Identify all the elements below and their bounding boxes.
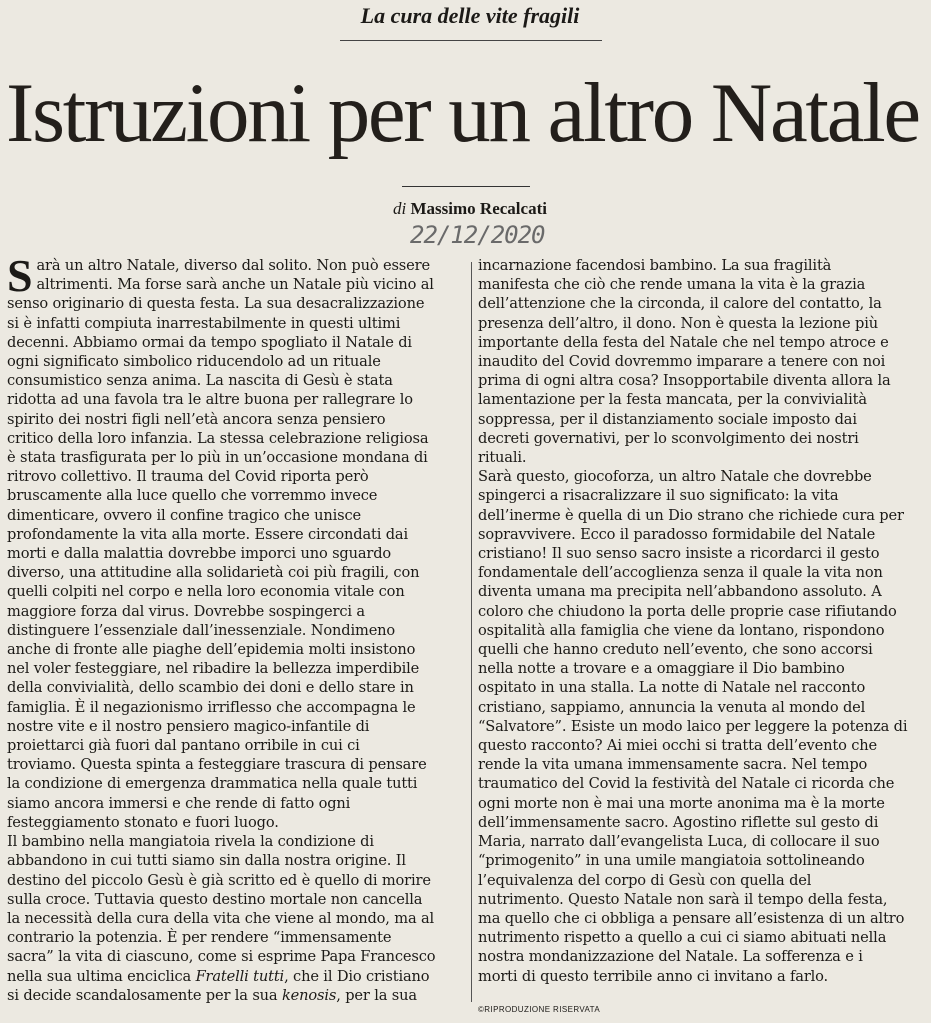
column-divider xyxy=(471,262,472,1002)
text-line xyxy=(7,967,465,986)
text-line: la necessità della cura della vita che viene al mondo, ma al xyxy=(7,909,435,927)
text-line: la condizione di emergenza drammatica nella quale tutti xyxy=(7,775,418,793)
text-line: è stata trasfigurata per lo più in un’occasione mondana di xyxy=(7,449,428,467)
text-segment: nella sua ultima enciclica xyxy=(7,967,196,985)
text-line: nostra mondanizzazione del Natale. La sofferenza e i xyxy=(478,948,863,966)
text-line: arà un altro Natale, diverso dal solito. Non può essere xyxy=(36,257,430,274)
text-line: sulla croce. Tuttavia questo destino mortale non cancella xyxy=(7,890,423,908)
text-line: distinguere l’essenziale dall’inessenziale. Nondimeno xyxy=(7,621,396,639)
text-line: soppressa, per il distanziamento sociale imposto dai xyxy=(478,410,857,428)
text-line: consumistico senza anima. La nascita di Gesù è stata xyxy=(7,372,393,390)
byline xyxy=(340,198,600,220)
article-column-left xyxy=(7,250,465,1005)
text-line: bruscamente alla luce quello che vorremmo invece xyxy=(7,487,378,505)
text-line: cristiano! Il suo senso sacro insiste a ricordarci il gesto xyxy=(478,545,880,563)
text-line: troviamo. Questa spinta a festeggiare trascura di pensare xyxy=(7,756,427,774)
text-line: dimenticare, ovvero il confine tragico che unisce xyxy=(7,506,361,524)
text-line: proiettarci già fuori dal pantano orribile in cui ci xyxy=(7,737,360,755)
text-segment: , che il Dio cristiano xyxy=(284,967,430,985)
text-line: questo racconto? Ai miei occhi si tratta dell’evento che xyxy=(478,737,877,755)
copyright-notice: ©RIPRODUZIONE RISERVATA xyxy=(478,1005,601,1014)
text-line: sacra” la vita di ciascuno, come si esprime Papa Francesco xyxy=(7,948,436,966)
text-line xyxy=(7,986,465,1005)
text-line: altrimenti. Ma forse sarà anche un Natale più vicino al xyxy=(36,276,434,294)
text-line: nutrimento rispetto a quello a cui ci siamo abituati nella xyxy=(478,929,887,947)
text-segment: , per la sua xyxy=(336,986,417,1004)
text-line: si è infatti compiuta inarrestabilmente in questi ultimi xyxy=(7,314,401,332)
article-column-right xyxy=(478,256,927,986)
text-line: “primogenito” in una umile mangiatoia sottolineando xyxy=(478,852,865,870)
text-line: decreti governativi, per lo sconvolgimento dei nostri xyxy=(478,429,859,447)
encyclical-title: Fratelli tutti xyxy=(195,967,285,985)
text-line: decenni. Abbiamo ormai da tempo spogliato il Natale di xyxy=(7,333,412,351)
text-line: rende la vita umana immensamente sacra. Nel tempo xyxy=(478,756,868,774)
text-line: “Salvatore”. Esiste un modo laico per leggere la potenza di xyxy=(478,717,908,735)
text-line: l’equivalenza del corpo di Gesù con quella del xyxy=(478,871,812,889)
text-line: importante della festa del Natale che nel tempo atroce e xyxy=(478,333,889,351)
text-segment: si decide scandalosamente per la sua xyxy=(7,986,282,1004)
byline-prefix: di xyxy=(393,199,407,218)
text-line: coloro che chiudono la porta delle proprie case rifiutando xyxy=(478,602,897,620)
term-italic: kenosis xyxy=(281,986,337,1004)
text-line: senso originario di questa festa. La sua desacralizzazione xyxy=(7,295,425,313)
text-line: Sarà questo, giocoforza, un altro Natale che dovrebbe xyxy=(478,468,872,486)
text-line: ma quello che ci obbliga a pensare all’esistenza di un altro xyxy=(478,909,905,927)
text-line: cristiano, sappiamo, annuncia la venuta al mondo del xyxy=(478,698,866,716)
text-line: Il bambino nella mangiatoia rivela la condizione di xyxy=(7,833,374,851)
text-line: famiglia. È il negazionismo irriflesso che accompagna le xyxy=(7,698,416,716)
text-line: incarnazione facendosi bambino. La sua fragilità xyxy=(478,257,832,274)
text-line: manifesta che ciò che rende umana la vita è la grazia xyxy=(478,276,866,294)
text-line: ritrovo collettivo. Il trauma del Covid riporta però xyxy=(7,468,369,486)
text-line: traumatico del Covid la festività del Natale ci ricorda che xyxy=(478,775,895,793)
text-line: inaudito del Covid dovremmo imparare a tenere con noi xyxy=(478,353,886,371)
text-line: maggiore forza dal virus. Dovrebbe sospingerci a xyxy=(7,602,365,620)
text-line: nostre vite e il nostro pensiero magico-infantile di xyxy=(7,717,370,735)
text-line: dell’inerme è quella di un Dio strano che richiede cura per xyxy=(478,506,904,524)
text-line: fondamentale dell’accoglienza senza il quale la vita non xyxy=(478,564,883,582)
kicker-rule xyxy=(340,40,602,41)
text-line: lamentazione per la festa mancata, per la convivialità xyxy=(478,391,867,409)
text-line: spirito dei nostri figli nell’età ancora senza pensiero xyxy=(7,410,386,428)
text-line: dell’immensamente sacro. Agostino riflette sul gesto di xyxy=(478,813,879,831)
text-line: morti di questo terribile anno ci invitano a farlo. xyxy=(478,967,829,985)
text-line: ogni significato simbolico riducendolo ad un rituale xyxy=(7,353,381,371)
text-line: Maria, narrato dall’evangelista Luca, di collocare il suo xyxy=(478,833,880,851)
text-line: sopravvivere. Ecco il paradosso formidabile del Natale xyxy=(478,525,876,543)
text-line: quelli colpiti nel corpo e nella loro economia vitale con xyxy=(7,583,405,601)
text-line: destino del piccolo Gesù è già scritto ed è quello di morire xyxy=(7,871,431,889)
text-line: profondamente la vita alla morte. Essere circondati dai xyxy=(7,525,408,543)
kicker: La cura delle vite fragili xyxy=(360,3,580,28)
text-line: diverso, una attitudine alla solidarietà coi più fragili, con xyxy=(7,564,420,582)
text-line: presenza dell’altro, il dono. Non è questa la lezione più xyxy=(478,314,878,332)
text-line: dell’attenzione che la circonda, il calore del contatto, la xyxy=(478,295,882,313)
headline: Istruzioni per un altro Natale xyxy=(6,66,919,160)
text-line: quelli che hanno creduto nell’evento, che sono accorsi xyxy=(478,641,873,659)
text-line: abbandono in cui tutti siamo sin dalla nostra origine. Il xyxy=(7,852,406,870)
byline-rule xyxy=(402,186,530,187)
handwritten-date-stamp: 22/12/2020 xyxy=(410,221,545,249)
text-line: ospitato in una stalla. La notte di Natale nel racconto xyxy=(478,679,866,697)
text-line: contrario la potenzia. È per rendere “immensamente xyxy=(7,929,392,947)
text-line: nel voler festeggiare, nel ribadire la bellezza imperdibile xyxy=(7,660,420,678)
text-line: ospitalità alla famiglia che viene da lontano, rispondono xyxy=(478,621,885,639)
text-line: critico della loro infanzia. La stessa celebrazione religiosa xyxy=(7,429,429,447)
text-line: spingerci a risacralizzare il suo significato: la vita xyxy=(478,487,839,505)
text-line: prima di ogni altra cosa? Insopportabile diventa allora la xyxy=(478,372,891,390)
text-line: ridotta ad una favola tra le altre buona per rallegrare lo xyxy=(7,391,413,409)
text-line: nella notte a trovare e a omaggiare il Dio bambino xyxy=(478,660,845,678)
text-line: festeggiamento stonato e fuori luogo. xyxy=(7,813,279,831)
text-line: della convivialità, dello scambio dei doni e dello stare in xyxy=(7,679,414,697)
byline-author: Massimo Recalcati xyxy=(410,199,547,218)
text-line: anche di fronte alle piaghe dell’epidemia molti insistono xyxy=(7,641,416,659)
dropcap: S xyxy=(7,250,33,301)
text-line: morti e dalla malattia dovrebbe imporci uno sguardo xyxy=(7,545,392,563)
text-line: nutrimento. Questo Natale non sarà il tempo della festa, xyxy=(478,890,888,908)
text-line: diventa umana ma precipita nell’abbandono assoluto. A xyxy=(478,583,882,601)
text-line: rituali. xyxy=(478,449,527,467)
text-line: ogni morte non è mai una morte anonima ma è la morte xyxy=(478,794,885,812)
text-line: siamo ancora immersi e che rende di fatto ogni xyxy=(7,794,351,812)
